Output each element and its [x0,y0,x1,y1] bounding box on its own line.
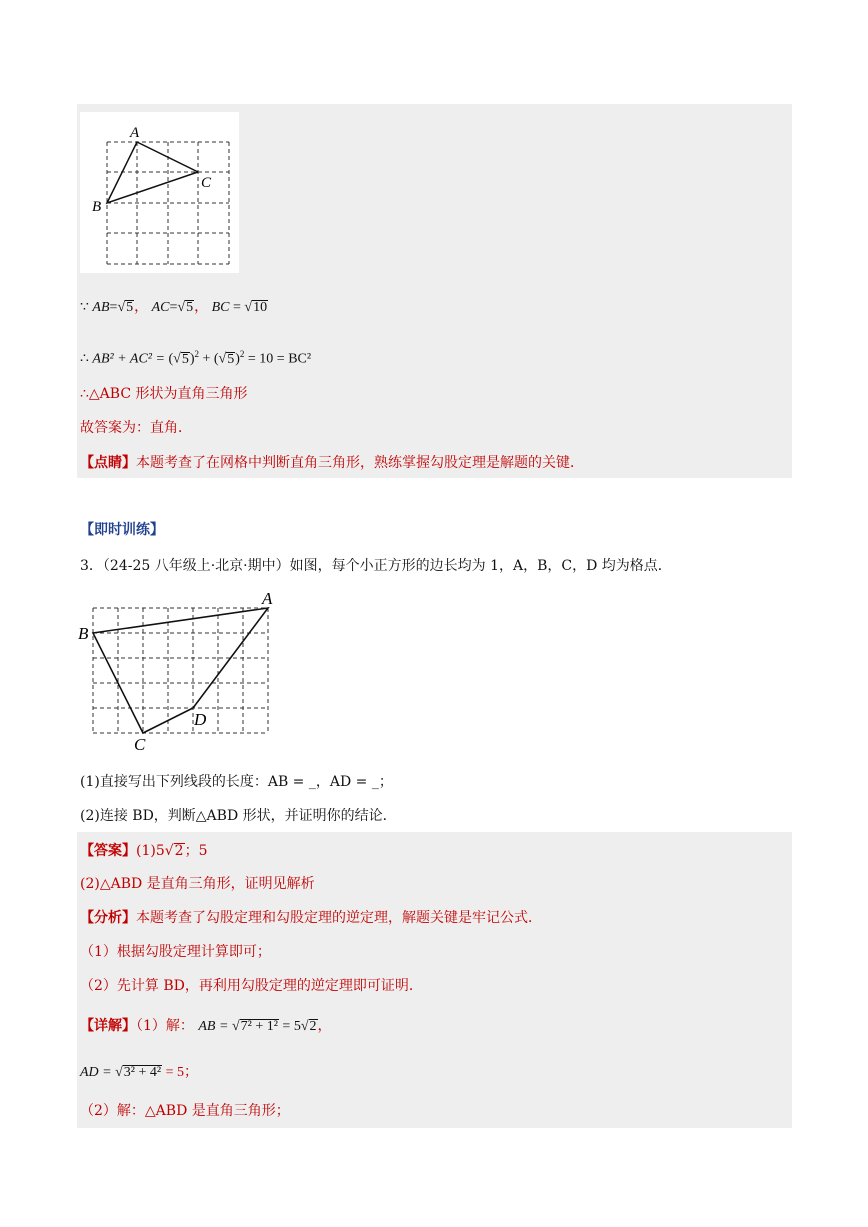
comment-line: 【点睛】本题考查了在网格中判断直角三角形，熟练掌握勾股定理是解题的关键． [80,455,584,471]
analysis-line: 【分析】本题考查了勾股定理和勾股定理的逆定理，解题关键是牢记公式． [80,910,542,926]
analysis-1: （1）根据勾股定理计算即可； [80,944,271,960]
detail-line-3: （2）解：△ABD 是直角三角形； [80,1103,290,1119]
grid-figure-abc [80,112,239,273]
answer-part1: 【答案】(1)5√2；5 [80,843,208,859]
label-b2: B [78,624,89,643]
detail-tag: 【详解】 [80,1018,136,1034]
given-line: ∵ AB=√5， AC=√5， BC = √10 [80,300,268,315]
label-a: A [130,125,140,141]
answer-tag: 【答案】 [80,843,136,859]
pythagoras-line: ∴ $AB^2 + AC^2 = (√5)^2 + (√5)^2 = 10 = BC^2$ [80,349,312,367]
detail-line-2: AD = √3² + 4² = 5； [80,1065,198,1080]
question-1: (1)直接写出下列线段的长度：AB = _，AD = _； [80,774,393,790]
analysis-2: （2）先计算 BD，再利用勾股定理的逆定理即可证明． [80,978,423,994]
question-2: (2)连接 BD，判断△ABD 形状，并证明你的结论． [80,808,397,824]
grid-figure-abcd [76,586,286,756]
answer-part2: (2)△ABD 是直角三角形，证明见解析 [80,876,315,892]
answer-line: 故答案为：直角． [80,420,192,436]
detail-line-1: 【详解】（1）解： AB = √7² + 1² = 5√2， [80,1018,332,1034]
comment-tag: 【点睛】 [80,455,136,471]
label-c: C [201,175,212,191]
label-d2: D [194,710,207,729]
section-heading: 【即时训练】 [80,522,164,538]
label-c2: C [134,735,146,754]
label-b: B [92,199,102,215]
label-a2: A [262,589,273,608]
problem-stem: 3．（24-25 八年级上·北京·期中）如图，每个小正方形的边长均为 1，A，B，C，D 均为格点． [80,558,672,574]
conclusion-line: ∴△ABC 形状为直角三角形 [80,386,248,402]
analysis-tag: 【分析】 [80,910,136,926]
